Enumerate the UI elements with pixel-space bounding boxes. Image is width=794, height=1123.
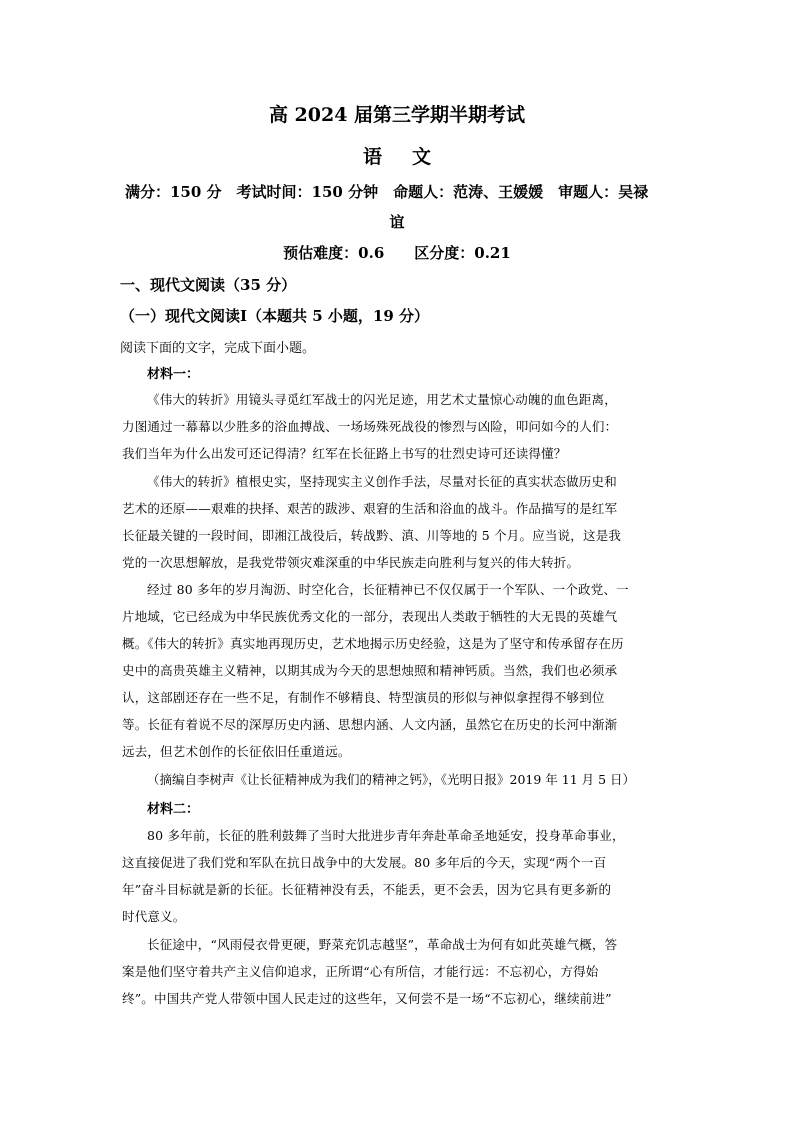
material1-p3-line: 认，这部剧还存在一些不足，有制作不够精良、特型演员的形似与神似拿捏得不够到位 — [122, 690, 605, 705]
material2-p2-line: 长征途中，“风雨侵衣骨更硬，野菜充饥志越坚”，革命战士为何有如此英雄气概，答 — [147, 937, 618, 952]
material1-p2-line: 艺术的还原——艰难的抉择、艰苦的跋涉、艰窘的生活和浴血的战斗。作品描写的是红军 — [122, 501, 618, 516]
part1-subheading: （一）现代文阅读Ⅰ（本题共 5 小题，19 分） — [120, 307, 429, 325]
material1-p3-line: 等。长征有着说不尽的深厚历史内涵、思想内涵、人文内涵，虽然它在历史的长河中渐渐 — [122, 717, 618, 732]
material2-p1-line: 时代意义。 — [122, 909, 186, 924]
material1-p1-line: 力图通过一幕幕以少胜多的浴血搏战、一场场殊死战役的惨烈与凶险，叩问如今的人们： — [122, 419, 618, 434]
material1-p2-line: 《伟大的转折》植根史实，坚持现实主义创作手法，尽量对长征的真实状态做历史和 — [147, 474, 617, 489]
material1-p3-line: 经过 80 多年的岁月淘沥、时空化合，长征精神已不仅仅属于一个军队、一个政党、一 — [147, 582, 629, 597]
material1-p3-line: 片地域，它已经成为中华民族优秀文化的一部分，表现出人类敢于牺牲的大无畏的英雄气 — [122, 609, 618, 624]
material1-p1-line: 《伟大的转折》用镜头寻觅红军战士的闪光足迹，用艺术丈量惊心动魄的血色距离， — [147, 392, 617, 407]
exam-title: 高 2024 届第三学期半期考试 — [268, 104, 526, 126]
material1-p2-line: 长征最关键的一段时间，即湘江战役后，转战黔、滇、川等地的 5 个月。应当说，这是我 — [122, 528, 622, 543]
difficulty-line: 预估难度：0.6 区分度：0.21 — [283, 244, 511, 262]
material2-p2-line: 案是他们坚守着共产主义信仰追求，正所谓“心有所信，才能行远：不忘初心，方得始 — [122, 964, 599, 979]
material1-p1-line: 我们当年为什么出发可还记得清？红军在长征路上书写的壮烈史诗可还读得懂？ — [122, 446, 567, 461]
exam-meta-line2: 谊 — [389, 213, 405, 231]
subject-char-2: 文 — [412, 146, 432, 168]
material2-p1-line: 80 多年前，长征的胜利鼓舞了当时大批进步青年奔赴革命圣地延安，投身革命事业， — [147, 828, 625, 843]
material2-label: 材料二： — [147, 802, 200, 817]
material1-citation: （摘编自李树声《让长征精神成为我们的精神之钙》，《光明日报》2019 年 11 月 5 日） — [147, 772, 636, 787]
instruction: 阅读下面的文字，完成下面小题。 — [120, 341, 316, 356]
material1-p3-line: 概。《伟大的转折》真实地再现历史，艺术地揭示历史经验，这是为了坚守和传承留存在历 — [122, 636, 624, 651]
material2-p2-line: 终”。中国共产党人带领中国人民走过的这些年，又何尝不是一场“不忘初心，继续前进” — [122, 991, 612, 1006]
exam-meta-line1: 满分：150 分 考试时间：150 分钟 命题人：范涛、王媛媛 审题人：吴禄 — [125, 183, 649, 201]
part1-heading: 一、现代文阅读（35 分） — [120, 276, 297, 294]
subject-char-1: 语 — [362, 146, 382, 168]
material1-label: 材料一： — [147, 367, 200, 382]
material2-p1-line: 年”奋斗目标就是新的长征。长征精神没有丢，不能丢，更不会丢，因为它具有更多新的 — [122, 882, 612, 897]
material2-p1-line: 这直接促进了我们党和军队在抗日战争中的大发展。80 多年后的今天，实现“两个一百 — [122, 855, 607, 870]
material1-p3-line: 史中的高贵英雄主义精神，以期其成为今天的思想烛照和精神钙质。当然，我们也必须承 — [122, 663, 618, 678]
material1-p3-line: 远去，但艺术创作的长征依旧任重道远。 — [122, 744, 351, 759]
subject-heading — [0, 142, 794, 169]
material1-p2-line: 党的一次思想解放，是我党带领灾难深重的中华民族走向胜利与复兴的伟大转折。 — [122, 555, 580, 570]
